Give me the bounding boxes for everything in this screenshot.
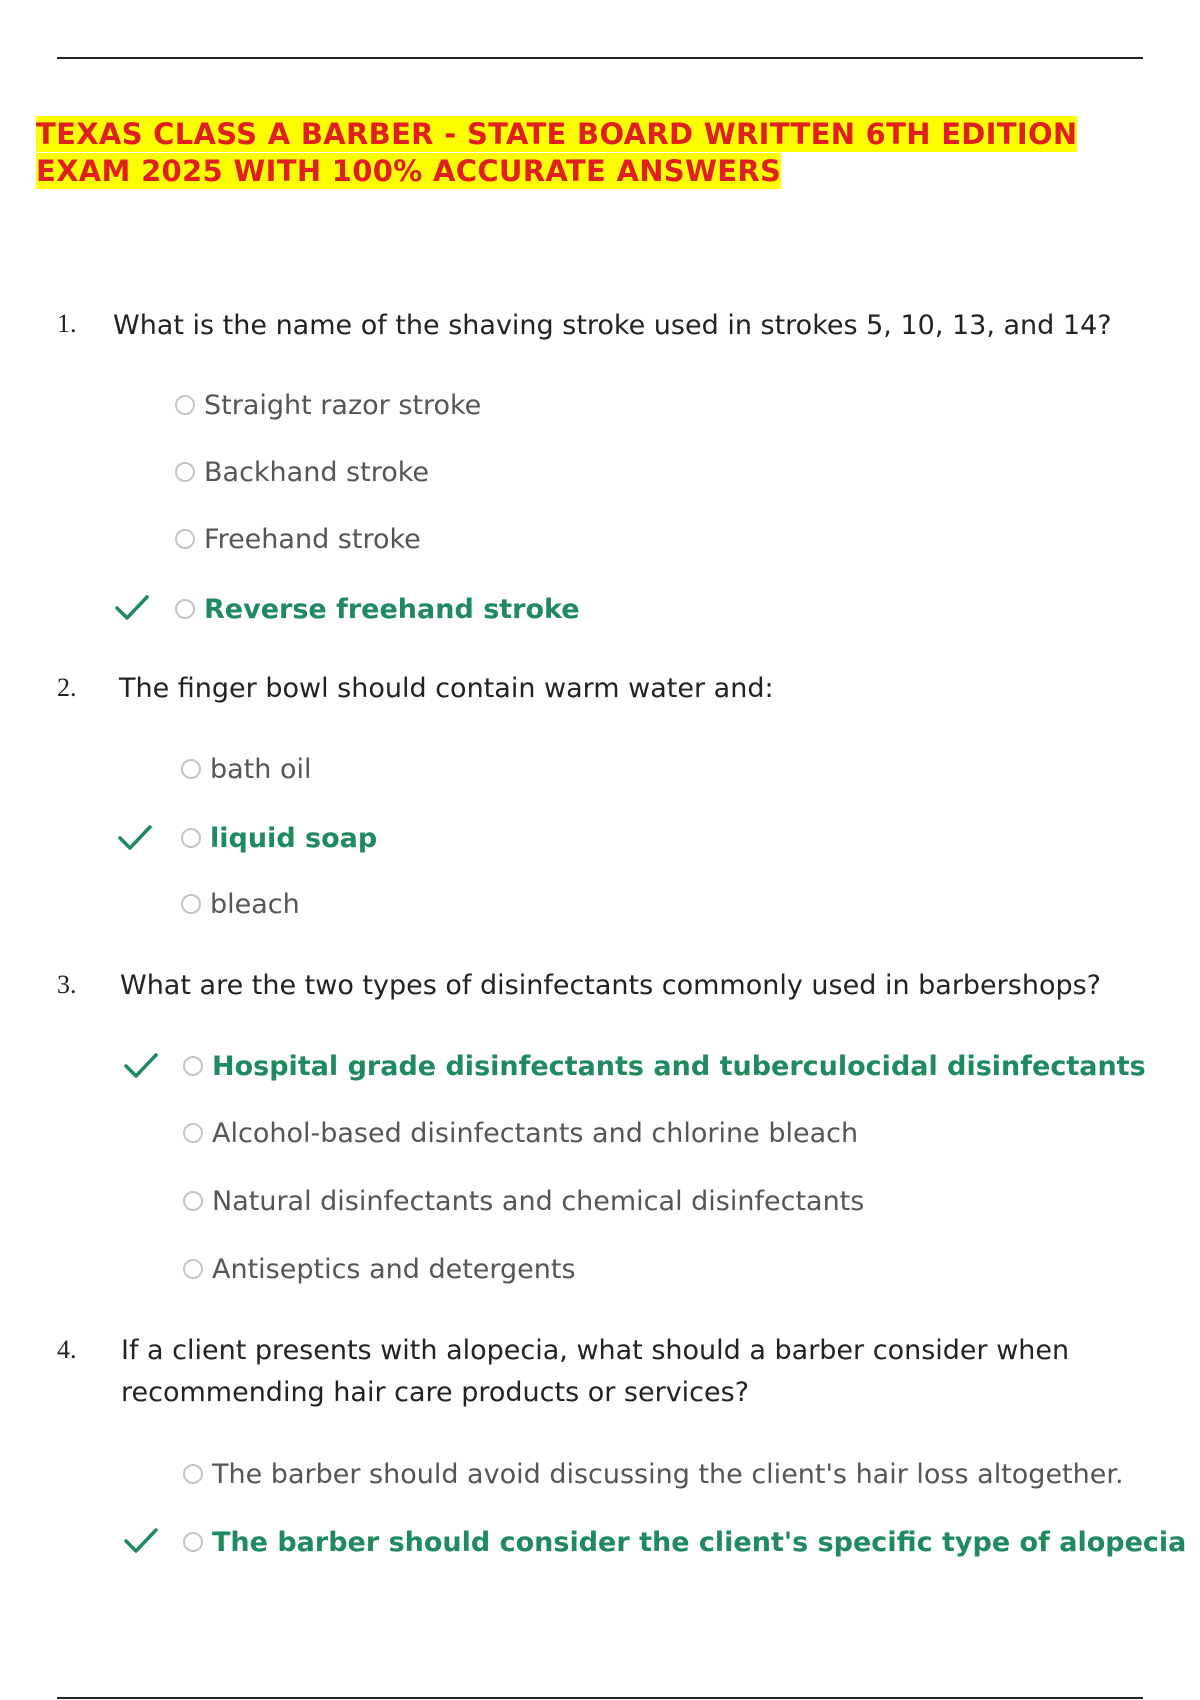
- option-label: Alcohol-based disinfectants and chlorine bleach: [212, 1117, 859, 1149]
- option-bleach[interactable]: [181, 884, 300, 924]
- radio-icon[interactable]: [181, 828, 201, 848]
- checkmark-icon: [114, 593, 150, 623]
- radio-icon[interactable]: [181, 759, 201, 779]
- option-natural-chemical[interactable]: [183, 1181, 864, 1221]
- checkmark-icon: [123, 1051, 159, 1081]
- option-freehand-stroke[interactable]: [175, 519, 421, 559]
- question-text: The finger bowl should contain warm water and:: [119, 673, 774, 704]
- checkmark-icon: [123, 1526, 159, 1556]
- option-antiseptics-detergents[interactable]: [183, 1249, 576, 1289]
- radio-icon[interactable]: [175, 395, 195, 415]
- title-line-1: TEXAS CLASS A BARBER - STATE BOARD WRITTEN 6TH EDITION: [36, 117, 1078, 151]
- option-alcohol-based-chlorine-bleach[interactable]: [183, 1113, 858, 1153]
- radio-icon[interactable]: [183, 1191, 203, 1211]
- question-number: 3.: [57, 970, 77, 999]
- radio-icon[interactable]: [183, 1123, 203, 1143]
- question-text-line-1: If a client presents with alopecia, what should a barber consider when: [121, 1335, 1070, 1366]
- radio-icon[interactable]: [183, 1464, 203, 1484]
- question-number: 1.: [57, 309, 77, 338]
- option-label: The barber should avoid discussing the client's hair loss altogether.: [212, 1458, 1124, 1490]
- radio-icon[interactable]: [183, 1056, 203, 1076]
- option-avoid-discussing[interactable]: [183, 1454, 1124, 1494]
- radio-icon[interactable]: [181, 894, 201, 914]
- question-text: What is the name of the shaving stroke used in strokes 5, 10, 13, and 14?: [113, 310, 1112, 341]
- option-reverse-freehand-stroke[interactable]: [175, 589, 580, 629]
- option-hospital-grade-tuberculocidal[interactable]: [183, 1046, 1146, 1086]
- option-label: Reverse freehand stroke: [204, 593, 580, 625]
- option-label: Antiseptics and detergents: [212, 1253, 576, 1285]
- question-number: 2.: [57, 673, 77, 702]
- option-label: The barber should consider the client's specific type of alopecia: [212, 1526, 1187, 1558]
- option-backhand-stroke[interactable]: [175, 452, 429, 492]
- question-text: What are the two types of disinfectants commonly used in barbershops?: [120, 970, 1102, 1001]
- document-title: [36, 116, 1136, 190]
- top-divider: [57, 57, 1143, 59]
- title-line-2: EXAM 2025 WITH 100% ACCURATE ANSWERS: [36, 154, 782, 188]
- radio-icon[interactable]: [175, 529, 195, 549]
- option-label: Hospital grade disinfectants and tuberculocidal disinfectants: [212, 1050, 1146, 1082]
- option-label: Freehand stroke: [204, 523, 421, 555]
- checkmark-icon: [117, 823, 153, 853]
- option-label: bath oil: [210, 753, 312, 785]
- option-bath-oil[interactable]: [181, 749, 312, 789]
- radio-icon[interactable]: [183, 1532, 203, 1552]
- option-consider-type-of-alopecia[interactable]: [183, 1522, 1186, 1562]
- option-label: Natural disinfectants and chemical disinfectants: [212, 1185, 865, 1217]
- question-text-line-2: recommending hair care products or services?: [121, 1377, 750, 1408]
- option-label: bleach: [210, 888, 300, 920]
- option-liquid-soap[interactable]: [181, 818, 377, 858]
- radio-icon[interactable]: [183, 1259, 203, 1279]
- option-straight-razor-stroke[interactable]: [175, 385, 481, 425]
- option-label: liquid soap: [210, 822, 378, 854]
- radio-icon[interactable]: [175, 462, 195, 482]
- question-number: 4.: [57, 1335, 77, 1364]
- option-label: Straight razor stroke: [204, 389, 482, 421]
- option-label: Backhand stroke: [204, 456, 430, 488]
- radio-icon[interactable]: [175, 599, 195, 619]
- bottom-divider: [57, 1697, 1143, 1699]
